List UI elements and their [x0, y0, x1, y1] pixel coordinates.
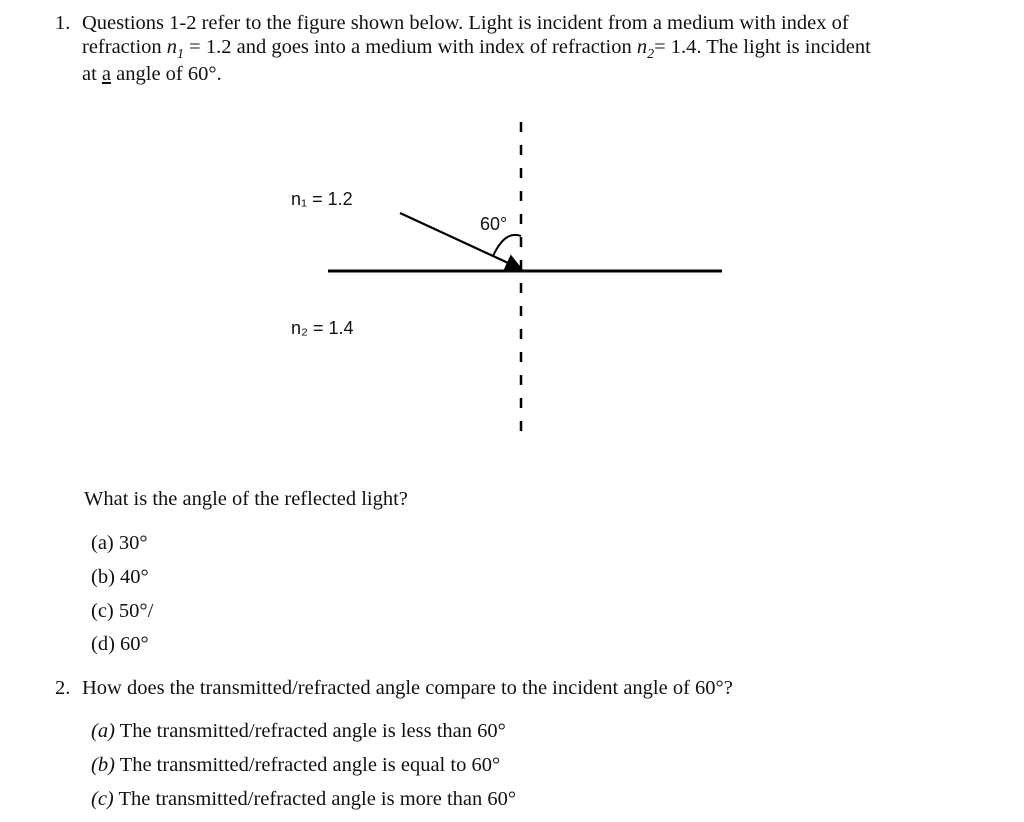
q2-option-a-text: The transmitted/refracted angle is less than 60° — [119, 720, 506, 742]
q1-option-d[interactable]: (d) 60° — [91, 633, 149, 655]
line-3-part-a: at — [82, 63, 97, 85]
line-2-part-a: refraction — [82, 36, 162, 58]
question-1-prompt: What is the angle of the reflected light? — [84, 488, 408, 510]
line-3-part-b: angle of 60°. — [116, 63, 222, 85]
q2-option-a[interactable] — [91, 719, 506, 743]
q2-option-b-text: The transmitted/refracted angle is equal to 60° — [119, 754, 501, 776]
question-2-number: 2. — [55, 677, 71, 699]
n1-label: n₁ = 1.2 — [291, 189, 353, 209]
q1-option-b[interactable]: (b) 40° — [91, 566, 149, 588]
q1-option-a[interactable]: (a) 30° — [91, 532, 148, 554]
q2-option-c-text: The transmitted/refracted angle is more than 60° — [118, 788, 517, 810]
q2-option-b[interactable] — [91, 753, 500, 777]
question-1-line-1: Questions 1-2 refer to the figure shown below. Light is incident from a medium with index of — [82, 12, 849, 34]
angle-label: 60° — [480, 214, 508, 234]
q2-option-a-letter: (a) — [91, 720, 115, 742]
question-2-prompt: How does the transmitted/refracted angle compare to the incident angle of 60°? — [82, 677, 733, 699]
q2-option-c-letter: (c) — [91, 788, 114, 810]
line-2-part-c: = 1.4. The light is incident — [654, 36, 871, 58]
n1-symbol: $n_1$ — [166, 36, 185, 63]
q1-option-c[interactable]: (c) 50°/ — [91, 600, 154, 622]
line-2-part-b: = 1.2 and goes into a medium with index of refraction — [189, 36, 632, 58]
q2-option-b-letter: (b) — [91, 754, 115, 776]
n2-symbol: $n_2$ — [636, 36, 655, 63]
q2-option-c[interactable] — [91, 787, 516, 811]
angle-arc — [493, 235, 521, 256]
question-1-number: 1. — [55, 12, 71, 34]
n2-label: n₂ = 1.4 — [291, 318, 354, 338]
line-3-underlined: a — [101, 63, 112, 85]
